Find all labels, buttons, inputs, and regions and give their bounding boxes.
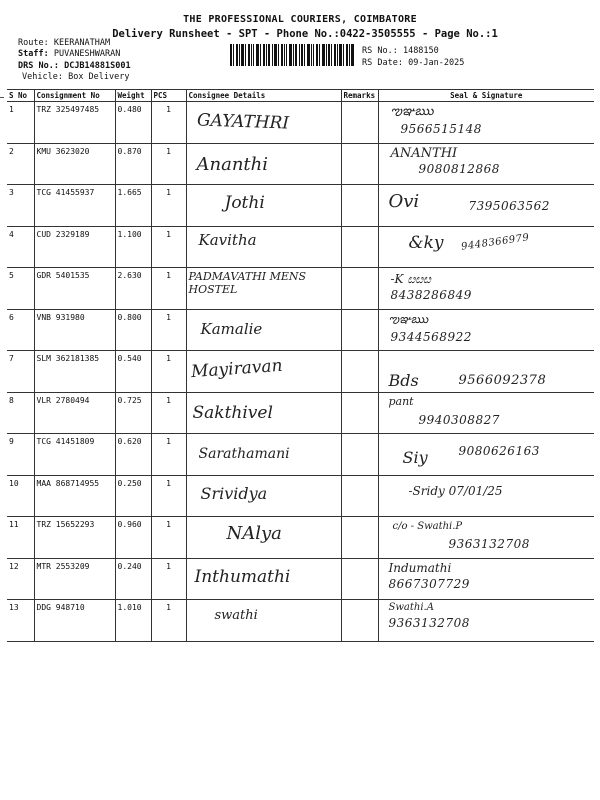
signature-handwriting: ఌఞఋ — [388, 311, 429, 326]
seal-cell — [378, 558, 594, 600]
rs-date-label: RS Date: — [362, 58, 403, 68]
phone-handwriting: 9448366979 — [460, 231, 530, 253]
phone-handwriting: 8438286849 — [390, 288, 472, 302]
consignee-cell — [186, 558, 341, 600]
remarks-cell — [341, 268, 378, 310]
sno-cell: 9 — [7, 434, 34, 476]
pcs-cell: 1 — [151, 226, 186, 268]
rs-no-line — [362, 46, 439, 56]
sno-cell: 1 — [7, 102, 34, 144]
signature-handwriting: Swathi.A — [388, 602, 434, 613]
phone-handwriting: 9080812868 — [418, 161, 500, 176]
consignee-handwriting: PADMAVATHI MENS HOSTEL — [188, 270, 307, 296]
consignment-cell: GDR 5401535 — [34, 268, 115, 310]
table-row — [7, 102, 594, 144]
pcs-cell: 1 — [151, 434, 186, 476]
margin-tick — [0, 97, 4, 98]
seal-cell — [378, 600, 594, 642]
consignee-cell — [186, 600, 341, 642]
weight-cell: 0.960 — [115, 517, 151, 559]
table-row — [7, 517, 594, 559]
table-row — [7, 434, 594, 476]
weight-cell: 0.870 — [115, 143, 151, 185]
consignee-handwriting: Ananthi — [196, 153, 268, 175]
weight-cell: 1.010 — [115, 600, 151, 642]
remarks-cell — [341, 351, 378, 393]
consignee-handwriting: swathi — [214, 608, 258, 623]
runsheet-subtitle: Delivery Runsheet - SPT - Phone No.:0422-3505555 - Page No.:1 — [112, 28, 498, 40]
phone-handwriting: 9080626163 — [458, 444, 540, 458]
company-title: THE PROFESSIONAL COURIERS, COIMBATORE — [183, 14, 417, 25]
consignee-cell — [186, 475, 341, 517]
phone-handwriting: 8667307729 — [388, 576, 470, 591]
seal-cell — [378, 434, 594, 476]
sno-cell: 8 — [7, 392, 34, 434]
phone-handwriting: 9566515148 — [400, 122, 482, 136]
pcs-cell: 1 — [151, 558, 186, 600]
weight-cell: 0.725 — [115, 392, 151, 434]
consignee-cell — [186, 517, 341, 559]
route-value: KEERANATHAM — [53, 38, 111, 48]
weight-cell: 1.665 — [115, 185, 151, 227]
table-row — [7, 185, 594, 227]
sno-cell: 3 — [7, 185, 34, 227]
remarks-cell — [341, 226, 378, 268]
signature-handwriting: Siy — [402, 448, 428, 467]
seal-cell — [378, 268, 594, 310]
consignee-cell — [186, 268, 341, 310]
consignee-handwriting: Sakthivel — [192, 402, 273, 423]
remarks-cell — [341, 475, 378, 517]
table-row — [7, 143, 594, 185]
consignee-cell — [186, 309, 341, 351]
col-sno: S No — [7, 90, 34, 102]
consignee-handwriting: NAlya — [226, 523, 282, 544]
seal-cell — [378, 309, 594, 351]
consignee-handwriting: Kamalie — [200, 319, 263, 338]
rs-no-label: RS No.: — [362, 46, 398, 56]
signature-handwriting: ఌఞఋ — [390, 104, 434, 119]
seal-cell — [378, 143, 594, 185]
col-consignment: Consignment No — [34, 90, 115, 102]
pcs-cell: 1 — [151, 517, 186, 559]
pcs-cell: 1 — [151, 185, 186, 227]
sno-cell: 13 — [7, 600, 34, 642]
remarks-cell — [341, 558, 378, 600]
signature-handwriting: Ovi — [388, 191, 420, 212]
seal-cell — [378, 226, 594, 268]
col-consignee: Consignee Details — [186, 90, 341, 102]
weight-cell: 0.240 — [115, 558, 151, 600]
consignee-handwriting: Inthumathi — [194, 566, 291, 587]
rs-date-value: 09-Jan-2025 — [408, 58, 465, 68]
sno-cell: 7 — [7, 351, 34, 393]
consignment-cell: TRZ 325497485 — [34, 102, 115, 144]
route-line — [18, 38, 110, 48]
col-remarks: Remarks — [341, 90, 378, 102]
sno-cell: 10 — [7, 475, 34, 517]
consignment-cell: MAA 868714955 — [34, 475, 115, 517]
table-row — [7, 600, 594, 642]
consignee-handwriting: Mayiravan — [189, 355, 283, 383]
weight-cell: 2.630 — [115, 268, 151, 310]
sno-cell: 4 — [7, 226, 34, 268]
phone-handwriting: 9940308827 — [418, 412, 500, 427]
consignee-handwriting: GAYATHRI — [196, 110, 289, 134]
remarks-cell — [341, 143, 378, 185]
rs-no-value: 1488150 — [402, 46, 439, 56]
consignment-cell: TRZ 15652293 — [34, 517, 115, 559]
seal-cell — [378, 475, 594, 517]
consignment-cell: CUD 2329189 — [34, 226, 115, 268]
seal-cell — [378, 102, 594, 144]
consignment-cell: DDG 948710 — [34, 600, 115, 642]
table-header-row — [7, 90, 594, 102]
col-weight: Weight — [115, 90, 151, 102]
phone-handwriting: 9344568922 — [390, 329, 472, 344]
signature-handwriting: c/o - Swathi.P — [392, 521, 463, 532]
sno-cell: 6 — [7, 309, 34, 351]
phone-handwriting: 7395063562 — [468, 199, 550, 213]
table-row — [7, 351, 594, 393]
drs-line — [18, 61, 131, 71]
barcode-image — [230, 44, 354, 66]
remarks-cell — [341, 185, 378, 227]
consignment-cell: TCG 41451809 — [34, 434, 115, 476]
weight-cell: 0.800 — [115, 309, 151, 351]
weight-cell: 1.100 — [115, 226, 151, 268]
col-seal-signature: Seal & Signature — [378, 90, 594, 102]
sno-cell: 2 — [7, 143, 34, 185]
consignment-cell: VNB 931980 — [34, 309, 115, 351]
consignee-cell — [186, 434, 341, 476]
consignee-handwriting: Sarathamani — [198, 446, 290, 462]
staff-label: Staff: — [18, 49, 49, 59]
consignee-cell — [186, 226, 341, 268]
consignment-cell: MTR 2553209 — [34, 558, 115, 600]
consignee-cell — [186, 392, 341, 434]
drs-value: DCJB14881S001 — [64, 61, 131, 71]
consignment-cell: TCG 41455937 — [34, 185, 115, 227]
consignee-handwriting: Srividya — [200, 483, 268, 503]
remarks-cell — [341, 600, 378, 642]
table-row — [7, 392, 594, 434]
sno-cell: 11 — [7, 517, 34, 559]
runsheet-table — [7, 89, 594, 642]
consignee-handwriting: Kavitha — [198, 230, 257, 249]
pcs-cell: 1 — [151, 102, 186, 144]
consignment-cell: KMU 3623020 — [34, 143, 115, 185]
remarks-cell — [341, 392, 378, 434]
vehicle-label: Vehicle: — [22, 72, 63, 82]
signature-handwriting: pant — [388, 394, 414, 408]
remarks-cell — [341, 434, 378, 476]
consignee-cell — [186, 185, 341, 227]
weight-cell: 0.540 — [115, 351, 151, 393]
table-row — [7, 226, 594, 268]
pcs-cell: 1 — [151, 143, 186, 185]
sno-cell: 5 — [7, 268, 34, 310]
weight-cell: 0.620 — [115, 434, 151, 476]
consignee-cell — [186, 143, 341, 185]
signature-handwriting: -K ೞೞೞ — [390, 272, 431, 286]
weight-cell: 0.250 — [115, 475, 151, 517]
sno-cell: 12 — [7, 558, 34, 600]
phone-handwriting: 9566092378 — [458, 373, 547, 388]
phone-handwriting: 9363132708 — [388, 616, 470, 630]
drs-label: DRS No.: — [18, 61, 59, 71]
consignment-cell: SLM 362181385 — [34, 351, 115, 393]
remarks-cell — [341, 309, 378, 351]
pcs-cell: 1 — [151, 268, 186, 310]
consignee-cell — [186, 102, 341, 144]
seal-cell — [378, 185, 594, 227]
table-row — [7, 558, 594, 600]
phone-handwriting: 9363132708 — [448, 537, 530, 551]
table-row — [7, 309, 594, 351]
weight-cell: 0.480 — [115, 102, 151, 144]
table-row — [7, 475, 594, 517]
seal-cell — [378, 351, 594, 393]
remarks-cell — [341, 102, 378, 144]
col-pcs: PCS — [151, 90, 186, 102]
signature-handwriting: ANANTHI — [390, 145, 458, 161]
signature-handwriting: -Sridy 07/01/25 — [408, 483, 503, 498]
pcs-cell: 1 — [151, 600, 186, 642]
pcs-cell: 1 — [151, 392, 186, 434]
route-label: Route: — [18, 38, 49, 48]
consignee-handwriting: Jothi — [224, 193, 265, 213]
table-row — [7, 268, 594, 310]
pcs-cell: 1 — [151, 475, 186, 517]
remarks-cell — [341, 517, 378, 559]
pcs-cell: 1 — [151, 309, 186, 351]
consignee-cell — [186, 351, 341, 393]
vehicle-line — [22, 72, 130, 82]
signature-handwriting: &ky — [408, 232, 444, 253]
seal-cell — [378, 392, 594, 434]
seal-cell — [378, 517, 594, 559]
staff-value: PUVANESHWARAN — [53, 49, 121, 59]
pcs-cell: 1 — [151, 351, 186, 393]
signature-handwriting: Bds — [388, 371, 419, 390]
rs-date-line — [362, 58, 464, 68]
signature-handwriting: Indumathi — [388, 560, 452, 575]
vehicle-value: Box Delivery — [68, 72, 130, 82]
staff-line — [18, 49, 120, 59]
consignment-cell: VLR 2780494 — [34, 392, 115, 434]
